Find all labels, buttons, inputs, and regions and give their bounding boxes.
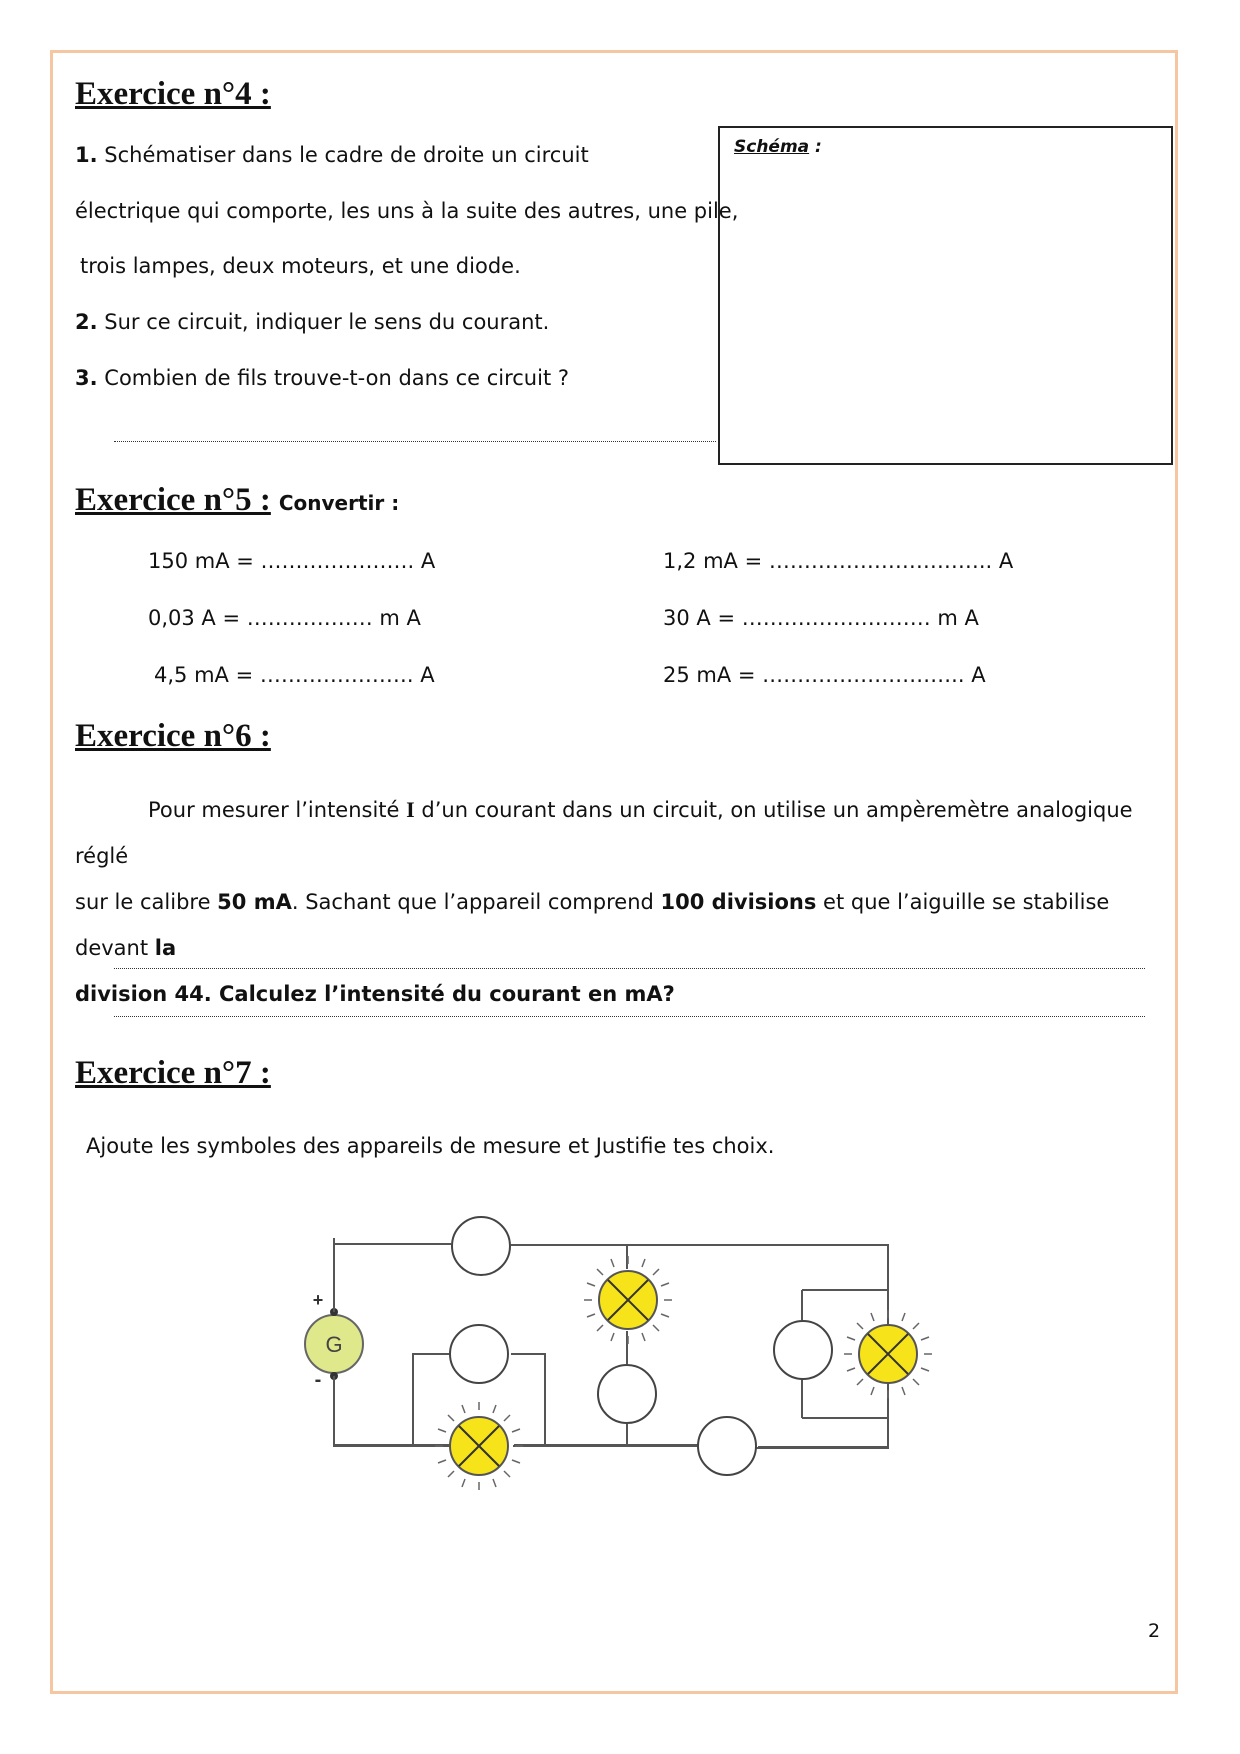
meter-slot-1[interactable] xyxy=(452,1217,510,1275)
conv-right-1[interactable]: 1,2 mA = ………………………….. A xyxy=(663,549,1014,573)
ex4-q2: 2. Sur ce circuit, indiquer le sens du courant. xyxy=(75,310,550,334)
page-number: 2 xyxy=(1148,1620,1161,1642)
ex4-q1-line3: trois lampes, deux moteurs, et une diode. xyxy=(80,254,521,278)
ex5-title: Exercice n°5 : Convertir : xyxy=(75,482,400,518)
ex7-instruction: Ajoute les symboles des appareils de mesure et Justifie tes choix. xyxy=(86,1134,775,1158)
ex6-paragraph: Pour mesurer l’intensité I d’un courant dans un circuit, on utilise un ampèremètre analogique réglé sur le calibre 50 mA. Sachant que l’appareil comprend 100 divisions et que l’aiguille se stabilise devant la division 44. Calculez l’intensité du courant en mA? xyxy=(75,797,1133,1006)
lamp-top xyxy=(584,1256,672,1344)
meter-slot-5[interactable] xyxy=(698,1417,756,1475)
ex4-q3: 3. Combien de fils trouve-t-on dans ce circuit ? xyxy=(75,366,570,390)
conv-left-2[interactable]: 0,03 A = ……………… m A xyxy=(148,606,421,630)
meter-slot-4[interactable] xyxy=(774,1321,832,1379)
conv-left-3[interactable]: 4,5 mA = …………………. A xyxy=(154,663,435,687)
conv-right-2[interactable]: 30 A = ……………………… m A xyxy=(663,606,979,630)
minus-sign: - xyxy=(314,1369,322,1391)
schema-label: Schéma : xyxy=(734,137,822,157)
meter-slot-3[interactable] xyxy=(598,1365,656,1423)
ex6-title: Exercice n°6 : xyxy=(75,718,271,754)
ex4-q1-line1: 1. Schématiser dans le cadre de droite un circuit xyxy=(75,143,589,167)
conv-right-3[interactable]: 25 mA = ……………………….. A xyxy=(663,663,986,687)
ex4-title: Exercice n°4 : xyxy=(75,76,271,112)
ex4-q1-line2: électrique qui comporte, les uns à la suite des autres, une pile, xyxy=(75,199,739,223)
ex5-subtitle: Convertir : xyxy=(278,491,400,515)
ex7-title: Exercice n°7 : xyxy=(75,1055,271,1091)
meter-slot-2[interactable] xyxy=(450,1325,508,1383)
plus-sign: + xyxy=(312,1290,324,1310)
conv-left-1[interactable]: 150 mA = …………………. A xyxy=(148,549,436,573)
generator-label: G xyxy=(325,1332,343,1357)
